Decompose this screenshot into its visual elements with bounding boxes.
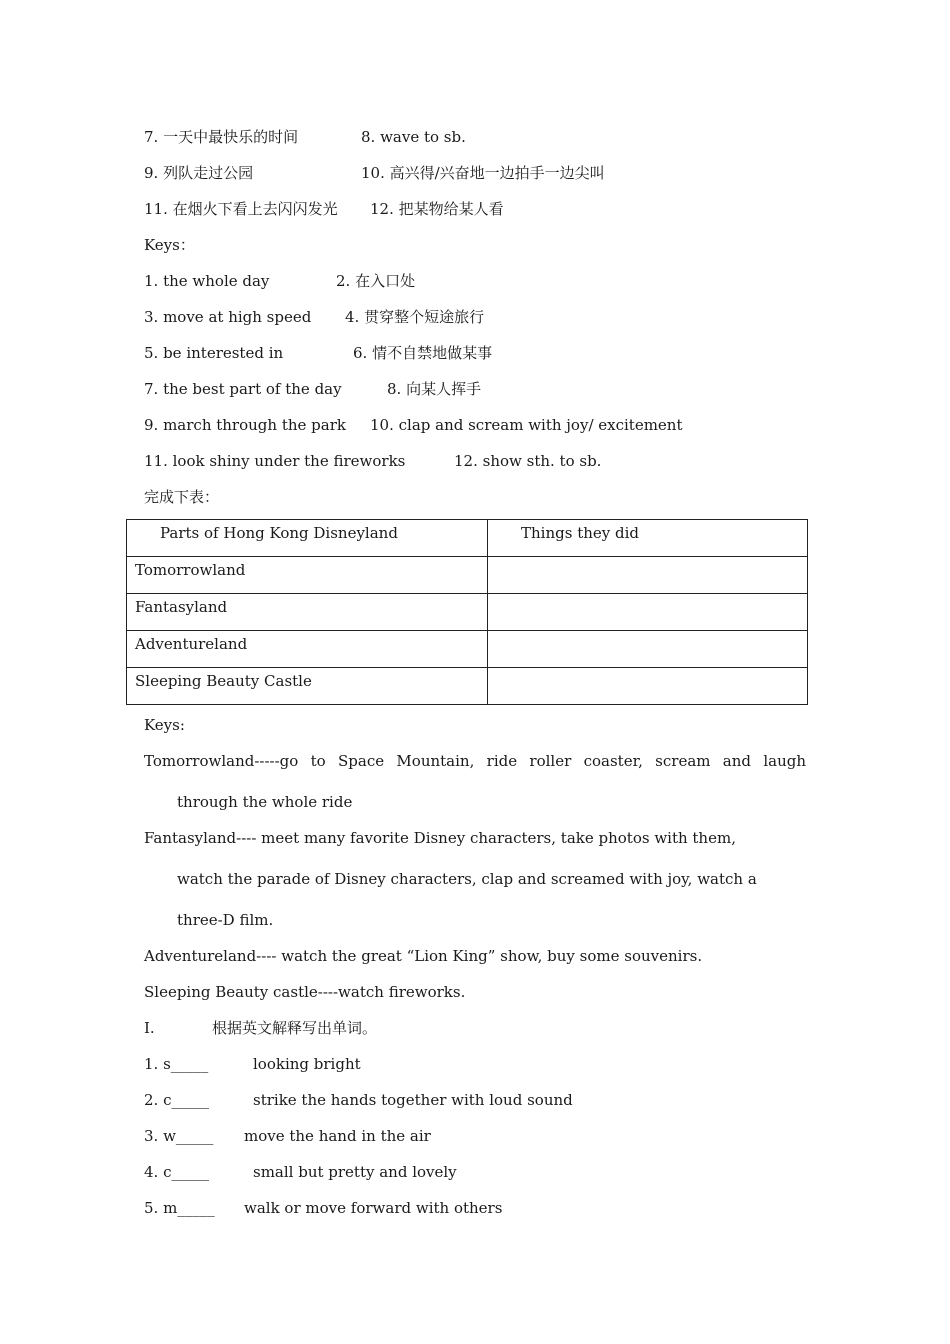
table-row — [127, 557, 808, 594]
key-6: 6. 情不自禁地做某事 — [353, 344, 493, 362]
answer-fantasyland-cont: watch the parade of Disney characters, clap and screamed with joy, watch a — [177, 870, 757, 888]
table-cell-things[interactable] — [488, 594, 808, 631]
answer-tomorrowland: Tomorrowland-----go to Space Mountain, ride roller coaster, scream and laugh — [144, 752, 806, 770]
key-8: 8. 向某人挥手 — [387, 380, 482, 398]
table-cell-part: Fantasyland — [127, 594, 488, 631]
table-row — [127, 594, 808, 631]
answer-fantasyland-cont: three-D film. — [177, 911, 274, 929]
table-cell-things[interactable] — [488, 668, 808, 705]
table-row — [127, 631, 808, 668]
key-9: 9. march through the park — [144, 416, 346, 434]
vocab-item-definition: looking bright — [253, 1055, 361, 1073]
key-5: 5. be interested in — [144, 344, 284, 362]
vocab-item-number[interactable]: 2. c_____ — [144, 1091, 209, 1109]
table-cell-part: Tomorrowland — [127, 557, 488, 594]
key-4: 4. 贯穿整个短途旅行 — [345, 308, 485, 326]
key-3: 3. move at high speed — [144, 308, 312, 326]
keys2-label: Keys: — [144, 716, 185, 734]
disneyland-table — [126, 519, 808, 705]
vocab-item-definition: walk or move forward with others — [244, 1199, 503, 1217]
vocab-item-number[interactable]: 1. s_____ — [144, 1055, 209, 1073]
key-7: 7. the best part of the day — [144, 380, 342, 398]
key-12: 12. show sth. to sb. — [454, 452, 602, 470]
table-header-things: Things they did — [488, 520, 808, 557]
phrase-7: 7. 一天中最快乐的时间 — [144, 128, 299, 146]
key-2: 2. 在入口处 — [336, 272, 416, 290]
phrase-8: 8. wave to sb. — [361, 128, 466, 146]
table-cell-things[interactable] — [488, 631, 808, 668]
keys-label: Keys： — [144, 236, 195, 254]
key-1: 1. the whole day — [144, 272, 270, 290]
table-row — [127, 668, 808, 705]
vocab-item-number[interactable]: 5. m_____ — [144, 1199, 215, 1217]
vocab-item-number[interactable]: 3. w_____ — [144, 1127, 214, 1145]
answer-tomorrowland-cont: through the whole ride — [177, 793, 353, 811]
answer-fantasyland: Fantasyland---- meet many favorite Disney characters, take photos with them, — [144, 829, 736, 847]
answer-castle: Sleeping Beauty castle----watch fireworks. — [144, 983, 466, 1001]
table-cell-part: Sleeping Beauty Castle — [127, 668, 488, 705]
table-header-parts: Parts of Hong Kong Disneyland — [127, 520, 488, 557]
vocab-item-number[interactable]: 4. c_____ — [144, 1163, 209, 1181]
phrase-9: 9. 列队走过公园 — [144, 164, 254, 182]
section-title: 根据英文解释写出单词。 — [212, 1019, 378, 1037]
phrase-11: 11. 在烟火下看上去闪闪发光 — [144, 200, 338, 218]
vocab-item-definition: strike the hands together with loud sound — [253, 1091, 573, 1109]
answer-adventureland: Adventureland---- watch the great “Lion King” show, buy some souvenirs. — [144, 947, 703, 965]
table-cell-things[interactable] — [488, 557, 808, 594]
key-10: 10. clap and scream with joy/ excitement — [370, 416, 683, 434]
vocab-item-definition: small but pretty and lovely — [253, 1163, 457, 1181]
table-cell-part: Adventureland — [127, 631, 488, 668]
table-header-row — [127, 520, 808, 557]
section-number: I. — [144, 1019, 155, 1037]
vocab-item-definition: move the hand in the air — [244, 1127, 431, 1145]
key-11: 11. look shiny under the fireworks — [144, 452, 406, 470]
phrase-10: 10. 高兴得/兴奋地一边拍手一边尖叫 — [361, 164, 605, 182]
phrase-12: 12. 把某物给某人看 — [370, 200, 504, 218]
table-intro: 完成下表： — [144, 488, 220, 506]
